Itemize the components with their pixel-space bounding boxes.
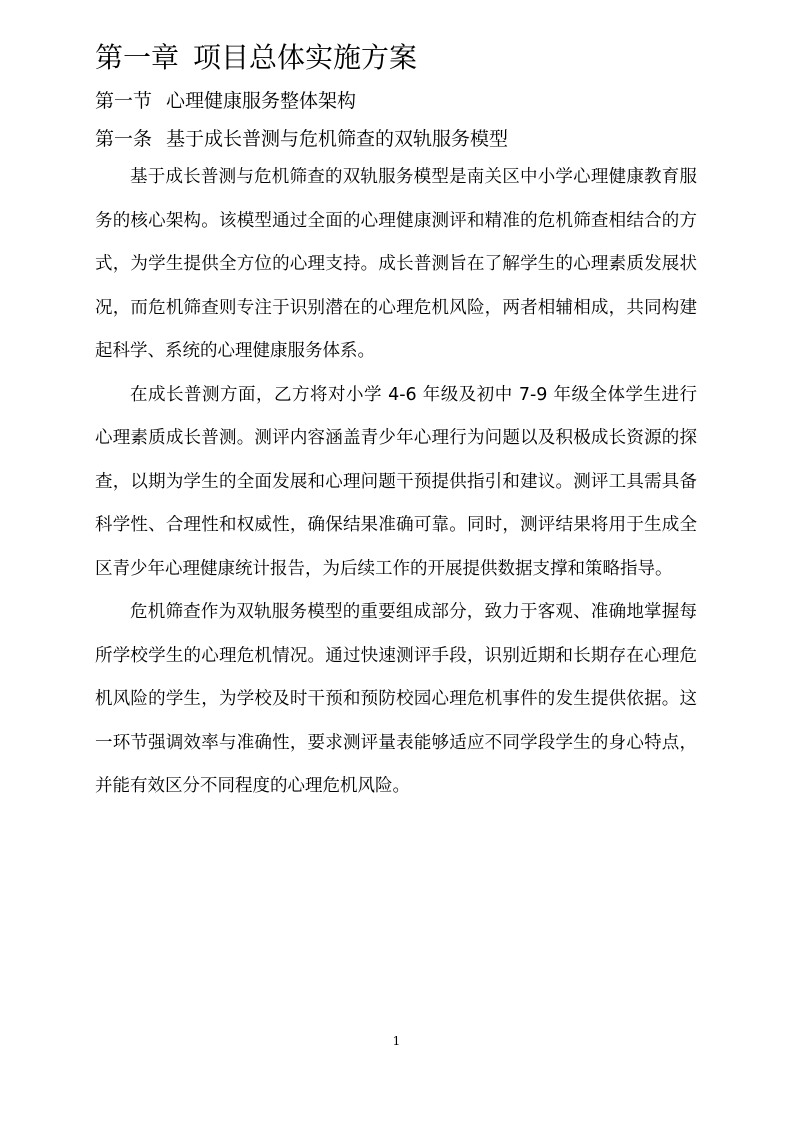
page-number: 1 (392, 1034, 401, 1048)
chapter-heading (95, 38, 697, 78)
body-paragraph-3: 危机筛查作为双轨服务模型的重要组成部分，致力于客观、准确地掌握每所学校学生的心理危机情况。通过快速测评手段，识别近期和长期存在心理危机风险的学生，为学校及时干预和预防校园心理危机事件的发生提供依据。这一环节强调效率与准确性，要求测评量表能够适应不同学段学生的身心特点，并能有效区分不同程度的心理危机风险。 (95, 602, 697, 796)
section-heading (95, 88, 697, 114)
article-title: 基于成长普测与危机筛查的双轨服务模型 (166, 128, 509, 150)
document-page (95, 38, 697, 809)
section-number: 第一节 (95, 90, 153, 112)
chapter-number: 第一章 (95, 41, 180, 74)
body-paragraph-1: 基于成长普测与危机筛查的双轨服务模型是南关区中小学心理健康教育服务的核心架构。该模型通过全面的心理健康测评和精准的危机筛查相结合的方式，为学生提供全方位的心理支持。成长普测旨在了解学生的心理素质发展状况，而危机筛查则专注于识别潜在的心理危机风险，两者相辅相成，共同构建起科学、系统的心理健康服务体系。 (95, 167, 697, 361)
chapter-title: 项目总体实施方案 (193, 41, 418, 74)
article-number: 第一条 (95, 128, 153, 150)
body-paragraph-2: 在成长普测方面，乙方将对小学 4-6 年级及初中 7-9 年级全体学生进行心理素质成长普测。测评内容涵盖青少年心理行为问题以及积极成长资源的探查，以期为学生的全面发展和心理问题干预提供指引和建议。测评工具需具备科学性、合理性和权威性，确保结果准确可靠。同时，测评结果将用于生成全区青少年心理健康统计报告，为后续工作的开展提供数据支撑和策略指导。 (95, 384, 697, 579)
section-title: 心理健康服务整体架构 (166, 90, 357, 112)
article-heading (95, 126, 697, 152)
